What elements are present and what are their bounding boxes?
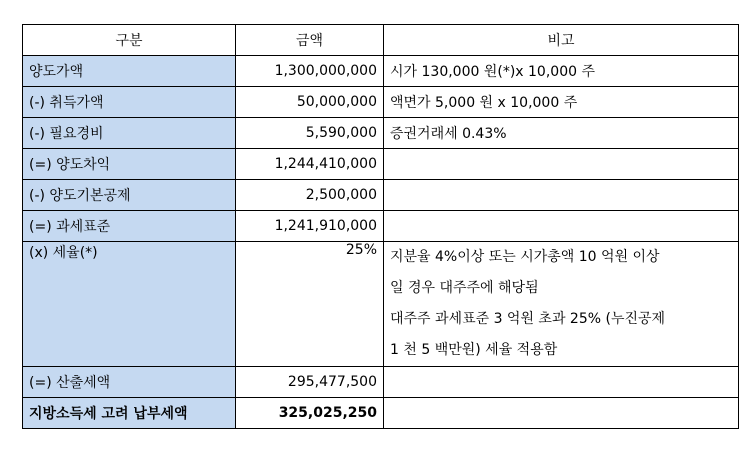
row-label: (-) 양도기본공제 <box>23 180 236 211</box>
total-tax-note <box>384 398 739 429</box>
row-note: 시가 130,000 원(*)x 10,000 주 <box>384 56 739 87</box>
tax-rate-note-line: 지분율 4%이상 또는 시가총액 10 억원 이상 <box>390 249 660 265</box>
row-note <box>384 149 739 180</box>
tax-rate-note-line: 대주주 과세표준 3 억원 초과 25% (누진공제 <box>390 311 666 327</box>
row-amount: 1,244,410,000 <box>236 149 384 180</box>
table-row <box>23 56 739 87</box>
total-tax-label: 지방소득세 고려 납부세액 <box>23 398 236 429</box>
table-row <box>23 211 739 242</box>
tax-rate-value: 25% <box>236 242 384 367</box>
row-amount: 50,000,000 <box>236 87 384 118</box>
tax-rate-label: (x) 세율(*) <box>23 242 236 367</box>
table-row <box>23 118 739 149</box>
row-note <box>384 211 739 242</box>
row-label: (-) 필요경비 <box>23 118 236 149</box>
tax-calculation-table <box>22 24 739 429</box>
tax-rate-note-line: 1 천 5 백만원) 세율 적용함 <box>390 342 558 358</box>
row-note <box>384 180 739 211</box>
row-amount: 5,590,000 <box>236 118 384 149</box>
row-label: (=) 과세표준 <box>23 211 236 242</box>
row-amount: 1,300,000,000 <box>236 56 384 87</box>
row-note: 증권거래세 0.43% <box>384 118 739 149</box>
header-amount: 금액 <box>236 25 384 56</box>
calculated-tax-row <box>23 367 739 398</box>
table-row <box>23 149 739 180</box>
row-label: (-) 취득가액 <box>23 87 236 118</box>
calculated-tax-amount: 295,477,500 <box>236 367 384 398</box>
row-amount: 2,500,000 <box>236 180 384 211</box>
total-tax-row <box>23 398 739 429</box>
tax-rate-note-line: 일 경우 대주주에 해당됨 <box>390 280 539 296</box>
table-header-row <box>23 25 739 56</box>
row-note: 액면가 5,000 원 x 10,000 주 <box>384 87 739 118</box>
header-category: 구분 <box>23 25 236 56</box>
tax-rate-note <box>384 242 739 367</box>
row-label: 양도가액 <box>23 56 236 87</box>
calculated-tax-note <box>384 367 739 398</box>
total-tax-amount: 325,025,250 <box>236 398 384 429</box>
header-note: 비고 <box>384 25 739 56</box>
calculated-tax-label: (=) 산출세액 <box>23 367 236 398</box>
row-label: (=) 양도차익 <box>23 149 236 180</box>
table-row <box>23 87 739 118</box>
table-row <box>23 180 739 211</box>
row-amount: 1,241,910,000 <box>236 211 384 242</box>
tax-rate-row <box>23 242 739 367</box>
